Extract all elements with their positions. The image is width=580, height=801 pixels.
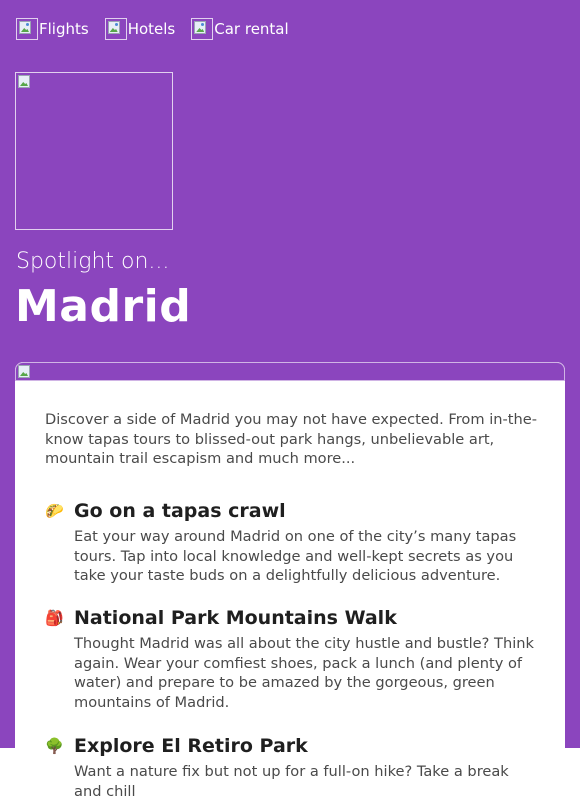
backpack-icon: 🎒 xyxy=(45,609,64,627)
nav-flights-label: Flights xyxy=(39,20,89,38)
nav-car-rental[interactable] xyxy=(191,18,288,40)
tree-icon: 🌳 xyxy=(45,737,64,755)
nav-flights[interactable] xyxy=(16,18,89,40)
nav-hotels[interactable] xyxy=(105,18,176,40)
spotlight-kicker: Spotlight on... xyxy=(16,249,170,274)
nav-car-rental-label: Car rental xyxy=(214,20,289,38)
taco-icon: 🌮 xyxy=(45,502,64,520)
card-banner-image xyxy=(15,362,565,381)
activity-title: Go on a tapas crawl xyxy=(74,500,286,522)
top-nav xyxy=(16,16,305,42)
activity-description: Eat your way around Madrid on one of the city’s many tapas tours. Tap into local knowledge and well-kept secrets as you take your taste buds on a delightfully delicious adventure. xyxy=(74,528,517,584)
car-rental-icon xyxy=(191,18,213,40)
hero-image xyxy=(15,72,173,230)
broken-image-icon xyxy=(18,365,30,378)
flights-icon xyxy=(16,18,38,40)
activity-title: National Park Mountains Walk xyxy=(74,607,397,629)
activity-title: Explore El Retiro Park xyxy=(74,735,308,757)
activity-description: Thought Madrid was all about the city hustle and bustle? Think again. Wear your comfiest shoes, pack a lunch (and plenty of water) and prepare to be amazed by the gorgeous, green mountains of Madrid. xyxy=(74,635,534,711)
activity-description: Want a nature fix but not up for a full-on hike? Take a break and chill xyxy=(74,763,509,800)
broken-image-icon xyxy=(18,75,30,88)
intro-text: Discover a side of Madrid you may not have expected. From in-the-know tapas tours to blissed-out park hangs, unbelievable art, mountain trail escapism and much more... xyxy=(45,411,538,467)
city-title: Madrid xyxy=(15,281,192,332)
content-card xyxy=(15,362,565,800)
hotels-icon xyxy=(105,18,127,40)
nav-hotels-label: Hotels xyxy=(127,20,176,38)
